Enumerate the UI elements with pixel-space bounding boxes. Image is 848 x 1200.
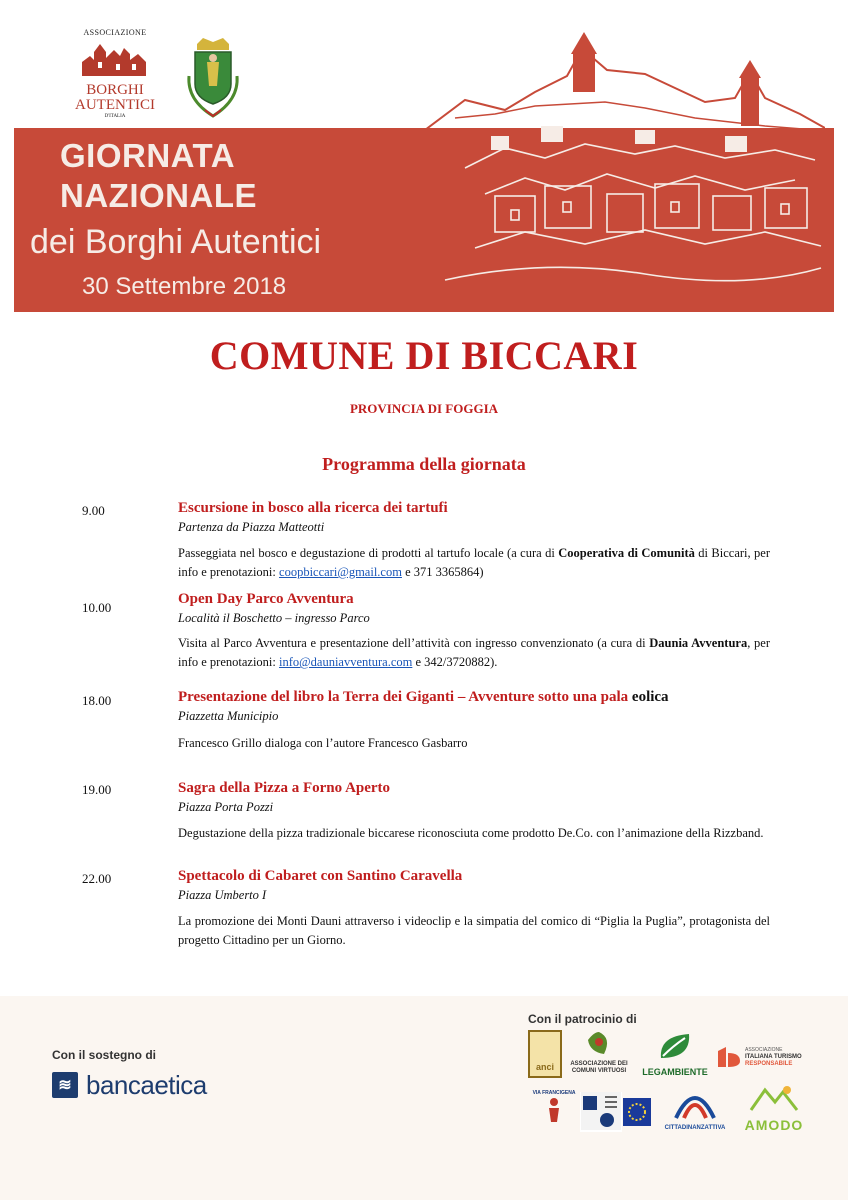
event-title: Open Day Parco Avventura bbox=[178, 591, 354, 607]
banner-line-2: NAZIONALE bbox=[60, 177, 257, 214]
village-icon bbox=[80, 38, 150, 78]
event-location: Piazzetta Municipio bbox=[178, 709, 279, 723]
legambiente-logo: LEGAMBIENTE bbox=[636, 1032, 714, 1078]
event-location: Piazza Umberto I bbox=[178, 888, 267, 902]
association-label: ASSOCIAZIONE bbox=[83, 28, 147, 37]
event-location: Località il Boschetto – ingresso Parco bbox=[178, 611, 370, 625]
event-description: Visita al Parco Avventura e presentazione dell’attività con ingresso convenzionato (a cura di Daunia Avventura, per info e prenotazioni: info@dauniavventura.com e 342/3720882). bbox=[178, 636, 770, 669]
event-time: 18.00 bbox=[82, 693, 112, 708]
association-name-2: AUTENTICI bbox=[75, 97, 155, 113]
comuni-virtuosi-logo: ASSOCIAZIONE DEI COMUNI VIRTUOSI bbox=[568, 1030, 630, 1078]
event-location: Partenza da Piazza Matteotti bbox=[178, 520, 325, 534]
event-time: 10.00 bbox=[82, 600, 112, 615]
pilgrim-icon bbox=[539, 1096, 569, 1124]
header bbox=[0, 0, 848, 322]
patronage-label: Con il patrocinio di bbox=[528, 1012, 637, 1026]
turismo-responsabile-logo: ASSOCIAZIONE ITALIANA TURISMO RESPONSABILE bbox=[716, 1042, 816, 1072]
leaf-icon bbox=[584, 1030, 614, 1056]
via-francigena-logo: VIA FRANCIGENA bbox=[530, 1090, 578, 1130]
province-label: PROVINCIA DI FOGGIA bbox=[349, 401, 499, 416]
email-link[interactable]: info@dauniavventura.com bbox=[279, 655, 413, 669]
borghi-autentici-logo bbox=[72, 28, 158, 124]
event-title: Sagra della Pizza a Forno Aperto bbox=[178, 780, 391, 796]
europe-stars-logo bbox=[622, 1098, 652, 1128]
event-time: 19.00 bbox=[82, 782, 112, 797]
event-title: Presentazione del libro la Terra dei Giganti – Avventure sotto una pala eolica bbox=[178, 689, 669, 705]
bancaetica-logo bbox=[52, 1070, 207, 1100]
support-label: Con il sostegno di bbox=[52, 1048, 156, 1062]
cittadinanzattiva-icon bbox=[672, 1086, 718, 1120]
amodo-logo: AMODO bbox=[736, 1084, 812, 1134]
association-name-3: D'ITALIA bbox=[104, 114, 126, 119]
banner-line-3: dei Borghi Autentici bbox=[30, 223, 322, 261]
event-title: Spettacolo di Cabaret con Santino Caravella bbox=[178, 868, 463, 884]
europe-stars-icon bbox=[623, 1098, 651, 1126]
bancaetica-mark-icon: ≋ bbox=[52, 1072, 78, 1098]
event-title: Escursione in bosco alla ricerca dei tartufi bbox=[178, 500, 448, 516]
bank-name: bancaetica bbox=[86, 1069, 207, 1100]
council-europe-icon bbox=[581, 1092, 621, 1130]
event-description: Francesco Grillo dialoga con l’autore Francesco Gasbarro bbox=[178, 736, 468, 750]
municipal-crest-icon bbox=[183, 36, 243, 120]
association-name-1: BORGHI bbox=[86, 82, 144, 98]
legambiente-leaf-icon bbox=[655, 1032, 695, 1062]
town-illustration-icon bbox=[345, 18, 825, 312]
event-description: La promozione dei Monti Dauni attraverso i videoclip e la simpatia del comico di “Piglia la Puglia”, protagonista del progetto Cittadino per un Giorno. bbox=[178, 914, 770, 947]
council-of-europe-logo bbox=[580, 1092, 622, 1132]
page-title: COMUNE DI BICCARI bbox=[209, 333, 639, 378]
email-link[interactable]: coopbiccari@gmail.com bbox=[279, 565, 402, 579]
event-time: 22.00 bbox=[82, 871, 112, 886]
event-description: Passeggiata nel bosco e degustazione di prodotti al tartufo locale (a cura di Cooperativa di Comunità di Biccari, per info e prenotazioni: coopbiccari@gmail.com e 371 3365864) bbox=[178, 546, 770, 579]
banner-date: 30 Settembre 2018 bbox=[82, 273, 287, 300]
event-location: Piazza Porta Pozzi bbox=[178, 800, 274, 814]
anci-logo: anci bbox=[528, 1030, 562, 1078]
program-title: Programma della giornata bbox=[322, 454, 526, 474]
banner-line-1: GIORNATA bbox=[60, 137, 236, 174]
event-description: Degustazione della pizza tradizionale biccarese riconosciuta come prodotto De.Co. con l’animazione della Rizzband. bbox=[178, 826, 764, 840]
cittadinanzattiva-logo: CITTADINANZATTIVA bbox=[664, 1086, 726, 1134]
turismo-icon bbox=[716, 1045, 742, 1069]
amodo-mountains-icon bbox=[749, 1084, 799, 1112]
event-time: 9.00 bbox=[82, 503, 105, 518]
